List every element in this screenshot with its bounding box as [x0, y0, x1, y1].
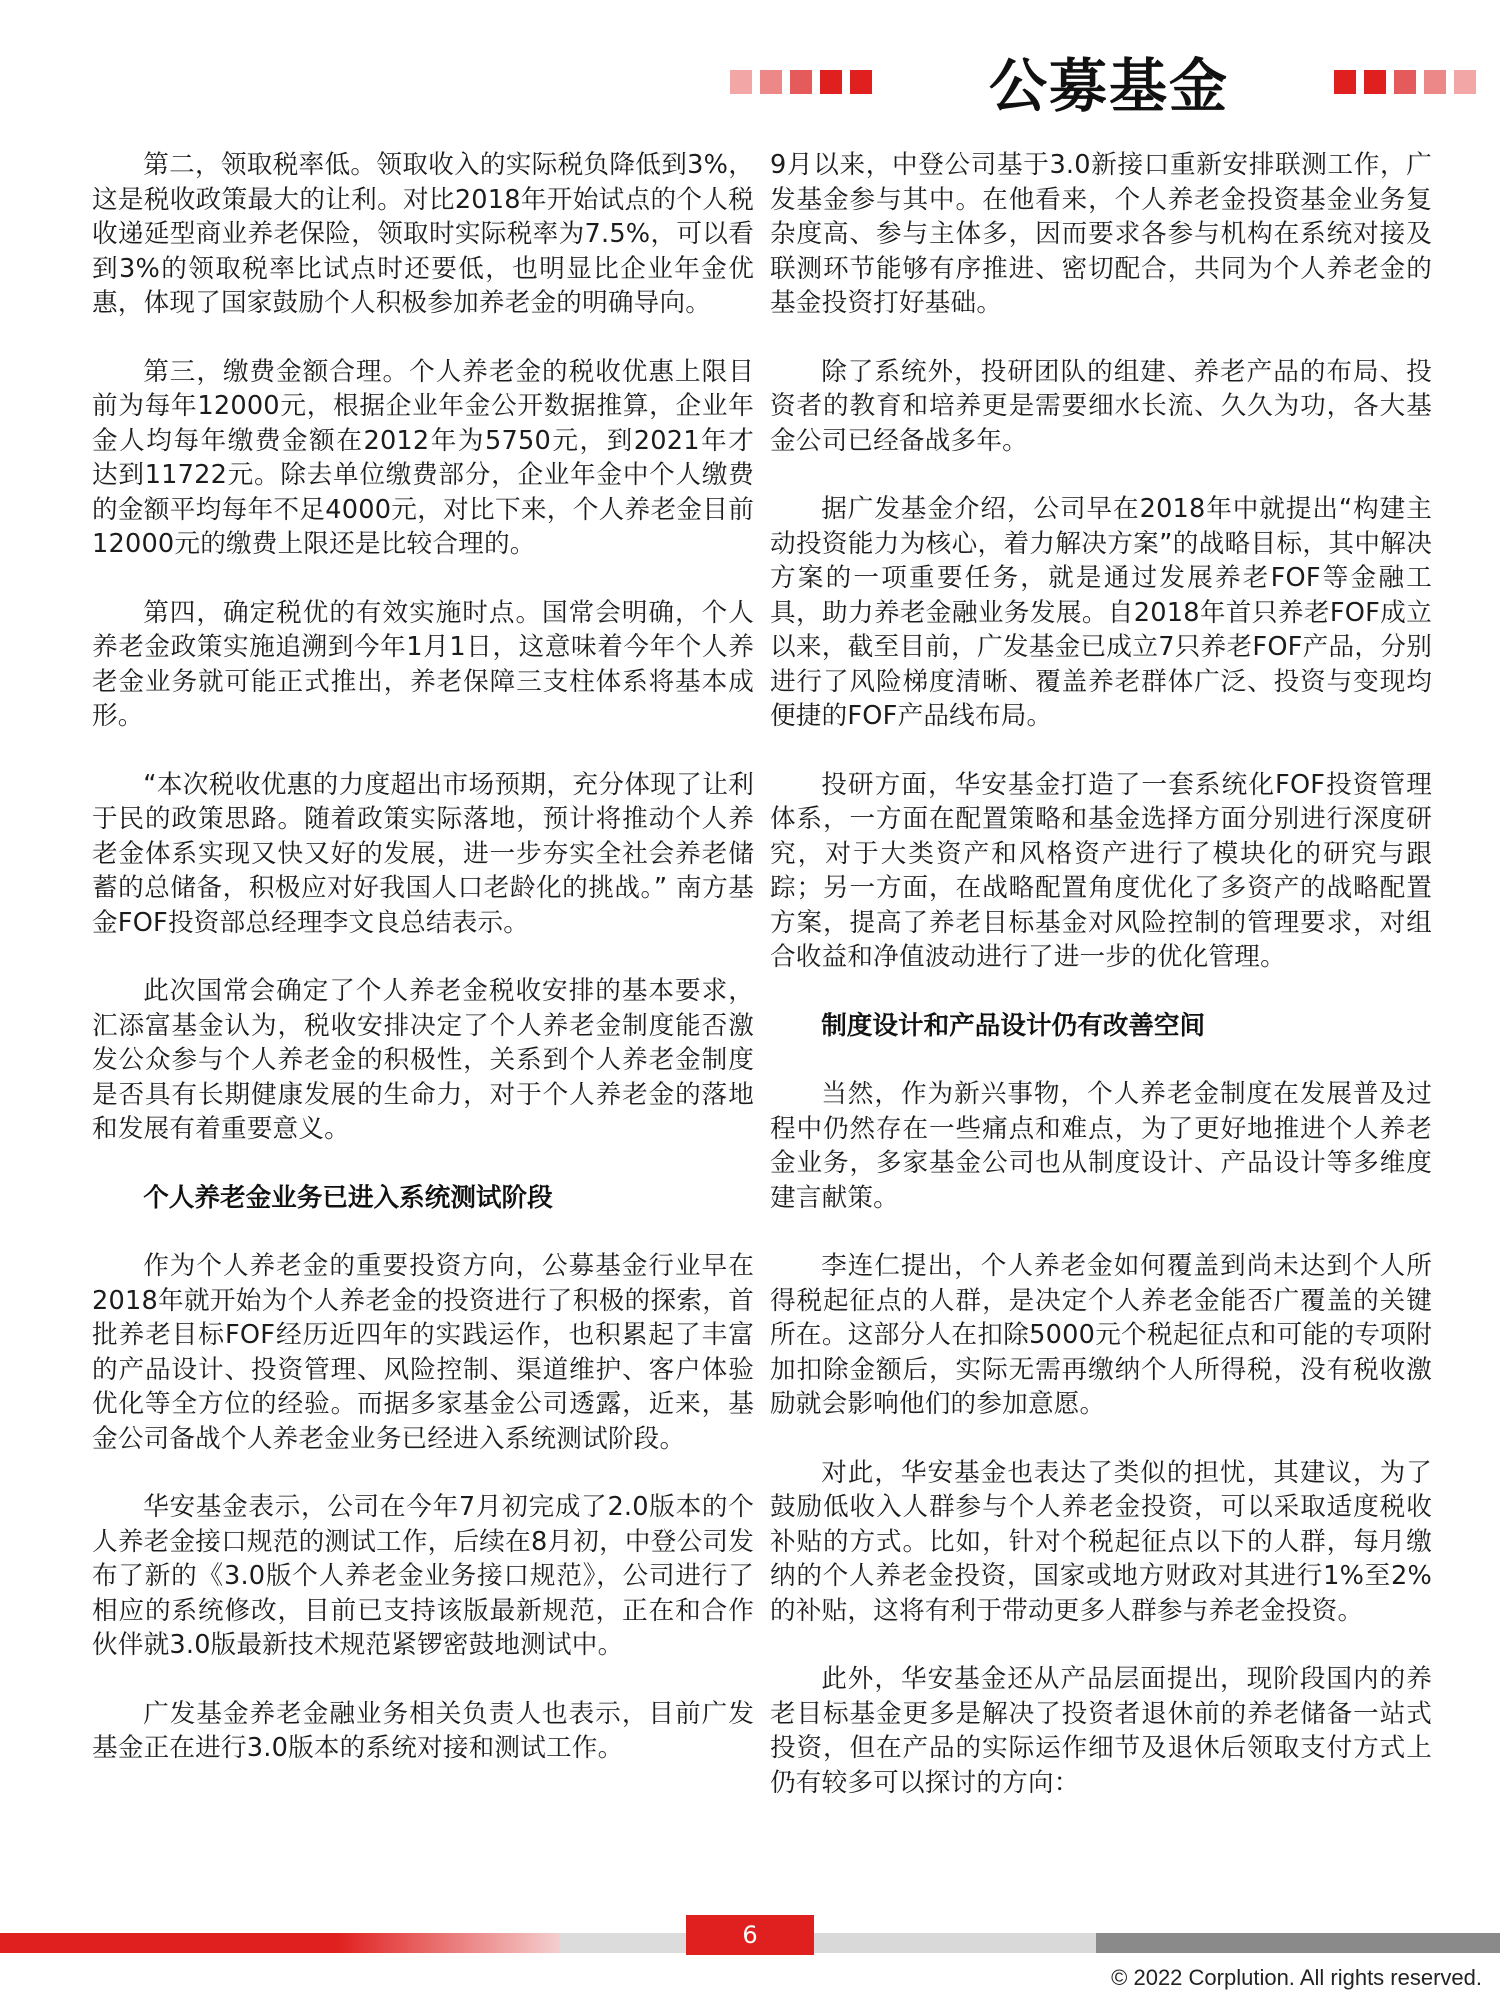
paragraph: 9月以来，中登公司基于3.0新接口重新安排联测工作，广发基金参与其中。在他看来，个人养老金投资基金业务复杂度高、参与主体多，因而要求各参与机构在系统对接及联测环节能够有序推进、密切配合，共同为个人养老金的基金投资打好基础。: [770, 150, 1432, 318]
paragraph-gap: [92, 940, 754, 974]
page-footer: [0, 1905, 1500, 2000]
paragraph: 李连仁提出，个人养老金如何覆盖到尚未达到个人所得税起征点的人群，是决定个人养老金能否广覆盖的关键所在。这部分人在扣除5000元个税起征点和可能的专项附加扣除金额后，实际无需再缴纳个人所得税，没有税收激励就会影响他们的参加意愿。: [770, 1251, 1432, 1419]
paragraph-gap: [92, 1147, 754, 1181]
decor-square: [760, 70, 782, 94]
page-number: 6: [686, 1915, 814, 1955]
decor-square: [1394, 70, 1416, 94]
paragraph-gap: [92, 1215, 754, 1249]
decor-square: [790, 70, 812, 94]
footer-bar-right-dark: [1096, 1933, 1500, 1953]
paragraph: 广发基金养老金融业务相关负责人也表示，目前广发基金正在进行3.0版本的系统对接和测试工作。: [92, 1698, 754, 1763]
paragraph: 除了系统外，投研团队的组建、养老产品的布局、投资者的教育和培养更是需要细水长流、久久为功，各大基金公司已经备战多年。: [770, 356, 1432, 456]
decor-square: [820, 70, 842, 94]
paragraph: 此次国常会确定了个人养老金税收安排的基本要求，汇添富基金认为，税收安排决定了个人养老金制度能否激发公众参与个人养老金的积极性，关系到个人养老金制度是否具有长期健康发展的生命力，对于个人养老金的落地和发展有着重要意义。: [92, 976, 754, 1144]
left-column: [92, 148, 754, 1766]
paragraph-gap: [770, 1628, 1432, 1662]
decor-square: [1334, 70, 1356, 94]
right-column: [770, 148, 1432, 1800]
paragraph-gap: [770, 975, 1432, 1009]
paragraph-gap: [770, 458, 1432, 492]
page-header: [0, 0, 1500, 125]
paragraph-gap: [770, 734, 1432, 768]
paragraph: 华安基金表示，公司在今年7月初完成了2.0版本的个人养老金接口规范的测试工作，后续在8月初，中登公司发布了新的《3.0版个人养老金业务接口规范》，公司进行了相应的系统修改，目前已支持该版最新规范，正在和合作伙伴就3.0版最新技术规范紧锣密鼓地测试中。: [92, 1492, 754, 1660]
paragraph-gap: [92, 562, 754, 596]
decor-square: [850, 70, 872, 94]
decor-square: [730, 70, 752, 94]
paragraph: 对此，华安基金也表达了类似的担忧，其建议，为了鼓励低收入人群参与个人养老金投资，可以采取适度税收补贴的方式。比如，针对个税起征点以下的人群，每月缴纳的个人养老金投资，国家或地方财政对其进行1%至2%的补贴，这将有利于带动更多人群参与养老金投资。: [770, 1457, 1432, 1626]
paragraph: 第二，领取税率低。领取收入的实际税负降低到3%，这是税收政策最大的让利。对比2018年开始试点的个人税收递延型商业养老保险，领取时实际税率为7.5%，可以看到3%的领取税率比试点时还要低，也明显比企业年金优惠，体现了国家鼓励个人积极参加养老金的明确导向。: [92, 150, 754, 318]
paragraph: 据广发基金介绍，公司早在2018年中就提出“构建主动投资能力为核心，着力解决方案”的战略目标，其中解决方案的一项重要任务，就是通过发展养老FOF等金融工具，助力养老金融业务发展。自2018年首只养老FOF成立以来，截至目前，广发基金已成立7只养老FOF产品，分别进行了风险梯度清晰、覆盖养老群体广泛、投资与变现均便捷的FOF产品线布局。: [770, 494, 1432, 731]
paragraph: 投研方面，华安基金打造了一套系统化FOF投资管理体系，一方面在配置策略和基金选择方面分别进行深度研究，对于大类资产和风格资产进行了模块化的研究与跟踪；另一方面，在战略配置角度优化了多资产的战略配置方案，提高了养老目标基金对风险控制的管理要求，对组合收益和净值波动进行了进一步的优化管理。: [770, 769, 1432, 972]
paragraph: 当然，作为新兴事物，个人养老金制度在发展普及过程中仍然存在一些痛点和难点，为了更好地推进个人养老金业务，多家基金公司也从制度设计、产品设计等多维度建言献策。: [770, 1079, 1432, 1213]
section-heading: 个人养老金业务已进入系统测试阶段: [143, 1182, 553, 1213]
paragraph-gap: [770, 1422, 1432, 1456]
paragraph-gap: [92, 1456, 754, 1490]
paragraph-gap: [92, 1663, 754, 1697]
decor-square: [1424, 70, 1446, 94]
section-heading: 制度设计和产品设计仍有改善空间: [821, 1010, 1206, 1041]
section-title: 公募基金: [988, 52, 1229, 120]
decor-square: [1364, 70, 1386, 94]
paragraph: 第三，缴费金额合理。个人养老金的税收优惠上限目前为每年12000元，根据企业年金公开数据推算，企业年金人均每年缴费金额在2012年为5750元，到2021年才达到11722元。除去单位缴费部分，企业年金中个人缴费的金额平均每年不足4000元，对比下来，个人养老金目前12000元的缴费上限还是比较合理的。: [92, 356, 754, 559]
copyright-text: © 2022 Corplution. All rights reserved.: [1111, 1965, 1482, 1990]
paragraph: 第四，确定税优的有效实施时点。国常会明确，个人养老金政策实施追溯到今年1月1日，这意味着今年个人养老金业务就可能正式推出，养老保障三支柱体系将基本成形。: [92, 597, 754, 731]
paragraph: “本次税收优惠的力度超出市场预期，充分体现了让利于民的政策思路。随着政策实际落地，预计将推动个人养老金体系实现又快又好的发展，进一步夯实全社会养老储蓄的总储备，积极应对好我国人口老龄化的挑战。” 南方基金FOF投资部总经理李文良总结表示。: [92, 769, 754, 938]
footer-bar-mid: [560, 1933, 686, 1953]
paragraph: 此外，华安基金还从产品层面提出，现阶段国内的养老目标基金更多是解决了投资者退休前的养老储备一站式投资，但在产品的实际运作细节及退休后领取支付方式上仍有较多可以探讨的方向：: [770, 1664, 1432, 1798]
footer-bar-left: [0, 1933, 560, 1953]
footer-bar-right: [814, 1933, 1096, 1953]
decor-square: [1454, 70, 1476, 94]
paragraph-gap: [770, 1043, 1432, 1077]
paragraph-gap: [92, 734, 754, 768]
paragraph-gap: [770, 1215, 1432, 1249]
paragraph-gap: [770, 321, 1432, 355]
paragraph: 作为个人养老金的重要投资方向，公募基金行业早在2018年就开始为个人养老金的投资进行了积极的探索，首批养老目标FOF经历近四年的实践运作，也积累起了丰富的产品设计、投资管理、风险控制、渠道维护、客户体验优化等全方位的经验。而据多家基金公司透露，近来，基金公司备战个人养老金业务已经进入系统测试阶段。: [92, 1251, 754, 1454]
paragraph-gap: [92, 321, 754, 355]
